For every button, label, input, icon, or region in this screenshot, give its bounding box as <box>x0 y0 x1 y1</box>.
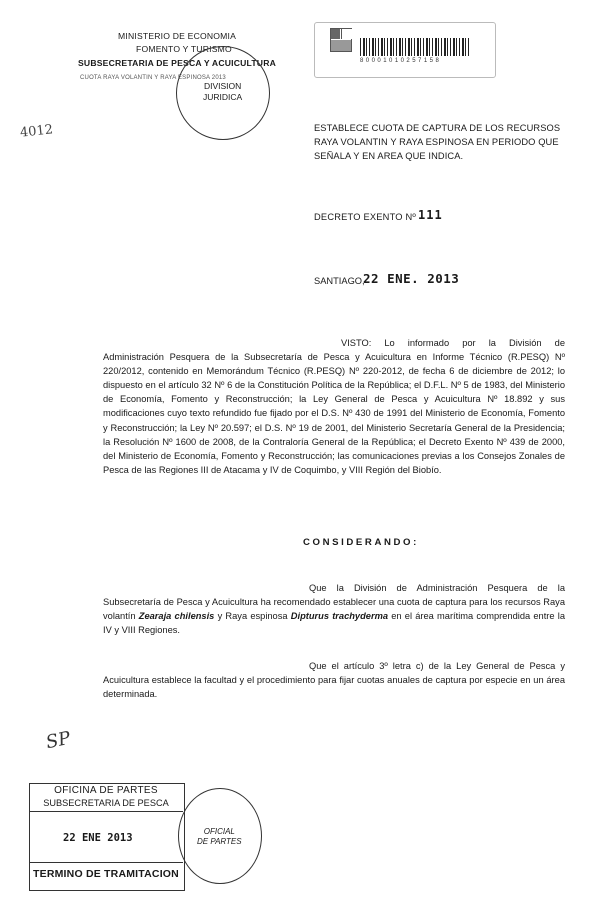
reference-line: CUOTA RAYA VOLANTIN Y RAYA ESPINOSA 2013 <box>80 75 226 81</box>
decree-label: DECRETO EXENTO Nº <box>314 212 417 222</box>
subsecretaria-name: SUBSECRETARIA DE PESCA Y ACUICULTURA <box>78 58 277 68</box>
decree-subject: ESTABLECE CUOTA DE CAPTURA DE LOS RECURSOS RAYA VOLANTIN Y RAYA ESPINOSA EN PERIODO QUE SEÑALA Y EN AREA QUE INDICA. <box>314 123 561 161</box>
stamp-date: 22 ENE 2013 <box>63 832 133 844</box>
seal-line-1: DIVISION <box>203 81 242 91</box>
handwritten-margin-number: 4012 <box>19 122 54 141</box>
seal-line-2: JURIDICA <box>203 92 243 102</box>
decree-number: 111 <box>418 208 443 222</box>
species-name-1: Zearaja chilensis <box>138 611 215 622</box>
stamp-office-title: OFICINA DE PARTES <box>54 785 158 796</box>
ministry-name: MINISTERIO DE ECONOMIA <box>118 31 237 41</box>
stamp-divider <box>29 811 183 812</box>
decree-date: 22 ENE. 2013 <box>363 271 460 286</box>
ministry-name-line2: FOMENTO Y TURISMO <box>136 44 232 54</box>
seal2-line-2: DE PARTES <box>197 837 242 846</box>
handwritten-initials: SP <box>44 727 73 754</box>
visto-paragraph: VISTO: Lo informado por la División de Administración Pesquera de la Subsecretaría de Pesca y Acuicultura en Informe Técnico (R.PESQ) Nº 220/2012, contenido en Memorándum Técnico (R.PESQ) Nº 220-2012, de fecha 6 de diciembre de 2012; lo dispuesto en el artículo 32 Nº 6 de la Constitución Política de la República; el D.F.L. Nº 5 de 1983, del Ministerio de Economía, Fomento y Reconstrucción; la Ley General de Pesca y Acuicultura Nº 18.892 y sus modificaciones cuyo texto refundido fue fijado por el D.S. Nº 430 de 1991 del Ministerio de Economía, Fomento y Reconstrucción; la Ley Nº 20.597; el D.S. Nº 19 de 2001, del Ministerio Secretaría General de la Presidencia; la Resolución Nº 1600 de 2008, de la Contraloría General de la República; el Decreto Exento Nº 439 de 2000, del Ministerio de Economía, Fomento y Reconstrucción; las comunicaciones previas a los Consejos Zonales de Pesca de las Regiones III de Atacama y IV de Coquimbo, y VIII Región del Biobío. <box>103 338 565 475</box>
seal2-line-1: OFICIAL <box>203 827 235 836</box>
stamp-divider-2 <box>29 862 183 863</box>
oficial-de-partes-seal <box>178 788 262 884</box>
species-name-2: Dipturus trachyderma <box>290 611 389 622</box>
considerando-title: CONSIDERANDO: <box>303 537 419 548</box>
location-label: SANTIAGO, <box>314 276 365 286</box>
stamp-status: TERMINO DE TRAMITACION <box>33 868 179 880</box>
barcode-number: 8 0 0 0 1 0 1 0 2 5 7 1 5 8 <box>360 58 440 64</box>
chile-logo-icon <box>330 28 352 52</box>
considerando-paragraph-1: Que la División de Administración Pesquera de la Subsecretaría de Pesca y Acuicultura ha recomendado establecer una cuota de captura para los recursos Raya volantín Zearaja chilensis y Raya espinosa Dipturus trachyderma en el área marítima comprendida entre la IV y VIII Regiones. <box>103 583 565 636</box>
considerando-paragraph-2: Que el artículo 3º letra c) de la Ley General de Pesca y Acuicultura establece la facultad y el procedimiento para fijar cuotas anuales de captura por especie en un área determinada. <box>103 661 565 700</box>
barcode-icon <box>360 38 470 56</box>
stamp-office-subtitle: SUBSECRETARIA DE PESCA <box>43 798 169 808</box>
division-juridica-seal <box>176 46 270 140</box>
